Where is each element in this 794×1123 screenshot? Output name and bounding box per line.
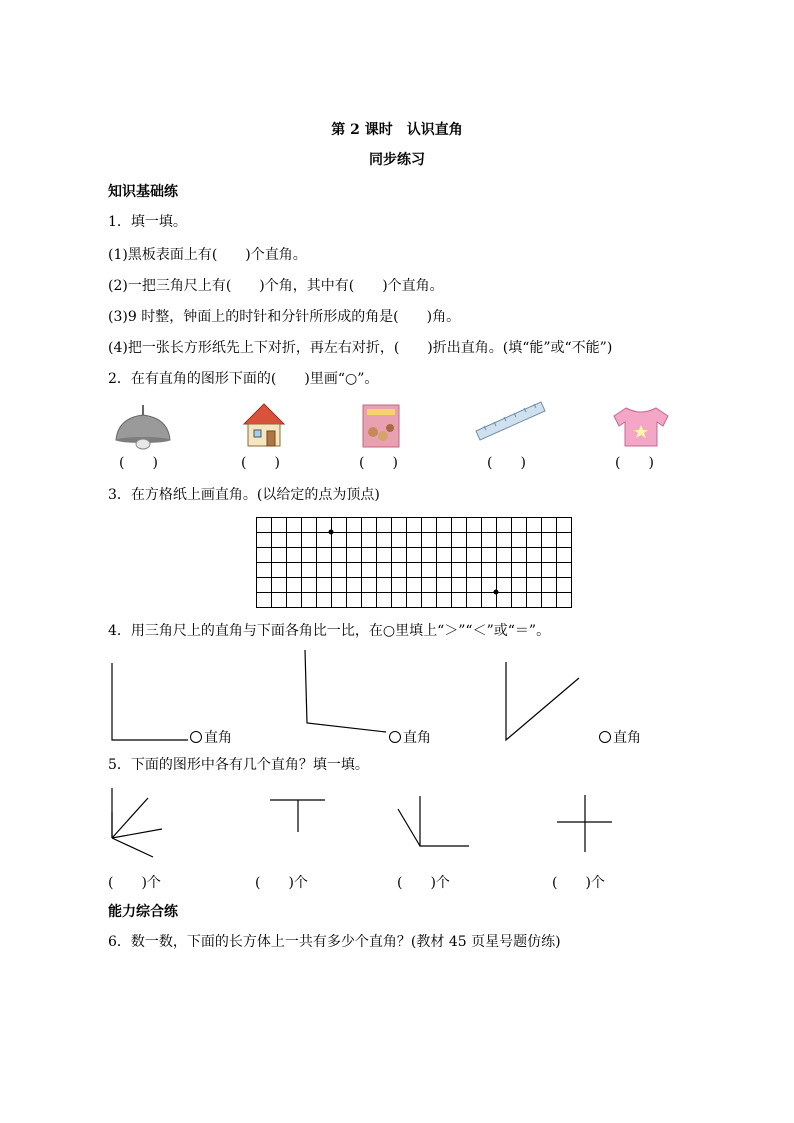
house-icon	[244, 404, 284, 446]
compare-right-angle-3[interactable]	[599, 727, 641, 747]
compare-right-angle-1[interactable]	[190, 727, 232, 747]
compare-label: 直角	[204, 730, 232, 746]
compare-right-angle-2[interactable]	[389, 727, 431, 747]
section-heading-basic: 知识基础练	[108, 184, 178, 200]
answer-count-t[interactable]: ( )个	[255, 875, 308, 891]
page-subtitle: 同步练习	[369, 152, 425, 168]
question-6	[108, 933, 561, 951]
square-grid	[256, 518, 572, 608]
question-4-title: 4．用三角尺上的直角与下面各角比一比，在○里填上“＞”“＜”或“＝”。	[108, 623, 551, 639]
question-6-title: 6．数一数，下面的长方体上一共有多少个直角？	[108, 934, 411, 950]
answer-count-cross[interactable]: ( )个	[552, 875, 605, 891]
answer-count-check[interactable]: ( )个	[397, 875, 450, 891]
compare-label: 直角	[613, 730, 641, 746]
grid-vertex-dot	[329, 530, 334, 535]
question-3-title: 3．在方格纸上画直角。(以给定的点为顶点)	[108, 487, 380, 503]
question-1-item: (2)一把三角尺上有( )个角，其中有( )个直角。	[108, 278, 444, 294]
compare-circle[interactable]	[599, 731, 611, 743]
answer-blank-lamp[interactable]: ( )	[119, 455, 158, 471]
compare-label: 直角	[403, 730, 431, 746]
angle-right	[112, 663, 188, 740]
tshirt-icon	[614, 408, 668, 446]
question-1-item: (4)把一张长方形纸先上下对折，再左右对折，( )折出直角。(填“能”或“不能”)	[108, 340, 613, 356]
shape-fan-lines	[112, 788, 162, 857]
answer-count-fan[interactable]: ( )个	[108, 875, 161, 891]
answer-blank-house[interactable]: ( )	[241, 455, 280, 471]
shape-t-lines	[270, 800, 325, 832]
question-6-note: (教材 45 页星号题仿练)	[410, 934, 561, 950]
ruler-icon	[476, 402, 545, 440]
shape-cross-lines	[557, 795, 612, 852]
section-heading-ability: 能力综合练	[108, 904, 178, 920]
answer-blank-ruler[interactable]: ( )	[487, 455, 526, 471]
angle-obtuse	[305, 650, 386, 732]
page-title: 第 2 课时 认识直角	[331, 122, 463, 138]
lamp-icon	[116, 405, 170, 449]
book-icon	[363, 405, 399, 447]
question-1-item: (1)黑板表面上有( )个直角。	[108, 247, 307, 263]
angle-acute	[506, 662, 579, 740]
compare-circle[interactable]	[389, 731, 401, 743]
shape-check-lines	[398, 796, 469, 846]
compare-circle[interactable]	[190, 731, 202, 743]
grid-vertex-dot	[494, 590, 499, 595]
question-1-item: (3)9 时整，钟面上的时针和分针所形成的角是( )角。	[108, 309, 461, 325]
question-5-title: 5．下面的图形中各有几个直角？填一填。	[108, 757, 369, 773]
question-2-title: 2．在有直角的图形下面的( )里画“○”。	[108, 371, 379, 387]
answer-blank-tshirt[interactable]: ( )	[615, 455, 654, 471]
answer-blank-book[interactable]: ( )	[359, 455, 398, 471]
question-1-title: 1．填一填。	[108, 214, 187, 230]
